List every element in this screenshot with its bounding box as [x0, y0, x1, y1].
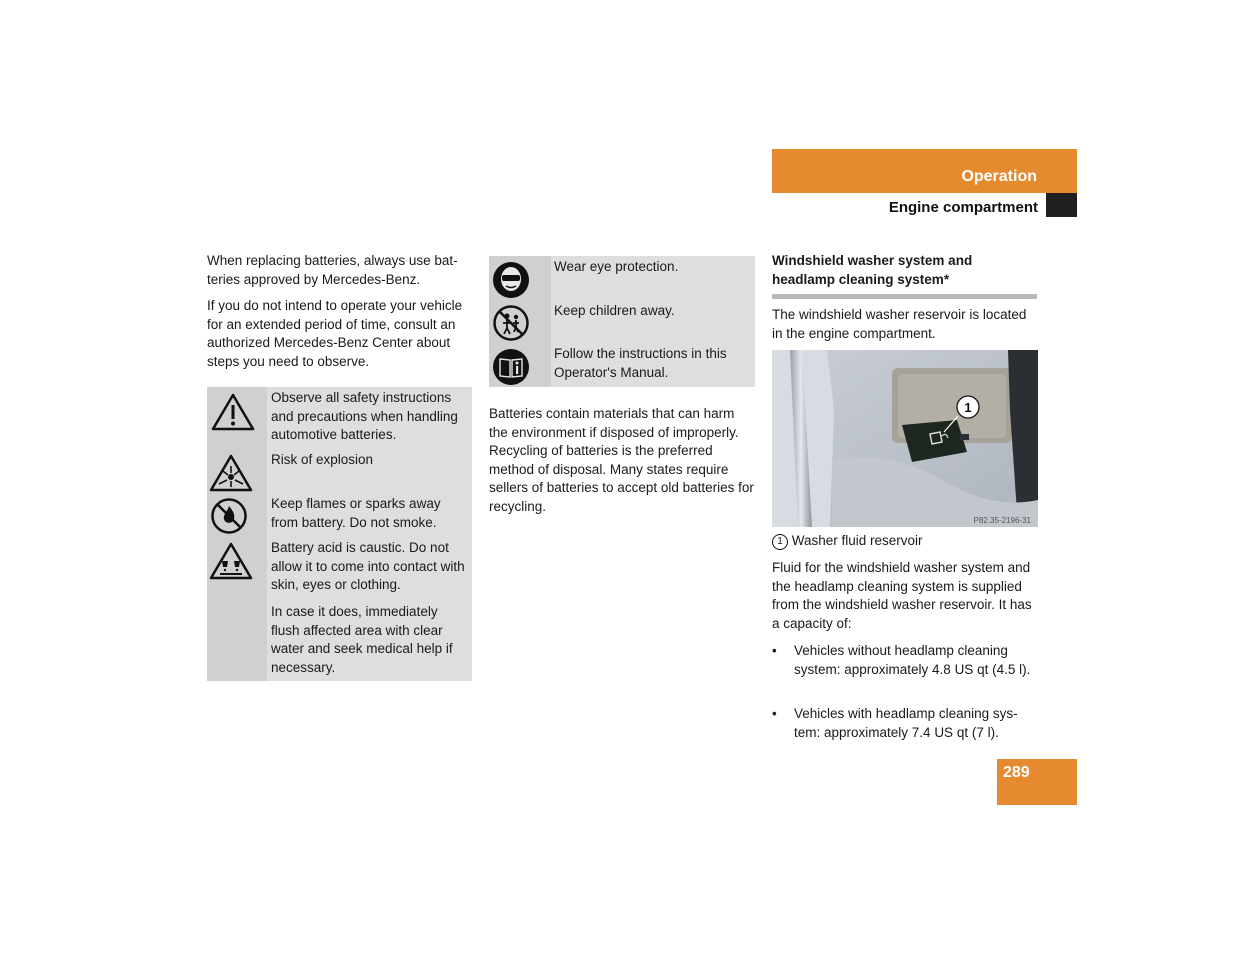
keep-children-away-icon	[492, 304, 530, 342]
manual-info-icon	[492, 348, 530, 386]
header-marker	[1046, 193, 1077, 217]
header-bar	[772, 149, 1077, 193]
caption-number: 1	[772, 534, 788, 550]
bullet-mark: •	[772, 706, 777, 721]
section-title: Operation	[961, 168, 1037, 185]
warning-eye-text: Wear eye protection.	[554, 259, 679, 274]
warning-flush-text: In case it does, immediately flush affected area with clear water and seek medical help if necessary.	[271, 604, 453, 675]
bullet-text: Vehicles without headlamp cleaning system: approximately 4.8 US qt (4.5 l).	[794, 643, 1031, 677]
explosion-icon	[208, 453, 254, 493]
para-recycling: Batteries contain materials that can harm the environment if disposed of improperly. Recycling of batteries is the preferred method of disposal. Many states require sellers of batteries to accept old batteries for recycling.	[489, 406, 754, 514]
para-extended-period: If you do not intend to operate your vehicle for an extended period of time, consult an authorized Mercedes-Benz Center about steps you need to observe.	[207, 298, 463, 369]
warning-triangle-icon	[210, 392, 256, 432]
photo-callout-number: 1	[964, 400, 972, 415]
eye-protection-icon	[492, 261, 530, 299]
warning-explosion-text: Risk of explosion	[271, 452, 374, 467]
page-number: 289	[1003, 764, 1030, 781]
washer-reservoir-photo	[772, 350, 1038, 527]
battery-warning-panel	[207, 387, 472, 681]
warning-manual-text: Follow the instructions in this Operator's Manual.	[554, 346, 727, 380]
caption-text: Washer fluid reservoir	[791, 533, 923, 548]
warning-no-flames-text: Keep flames or sparks away from battery. Do not smoke.	[271, 496, 441, 530]
photo-caption	[772, 532, 1038, 551]
photo-code: P82.35-2196-31	[973, 516, 1031, 525]
protection-warning-panel	[489, 256, 755, 387]
section-heading: Windshield washer system and headlamp cleaning system*	[772, 252, 1037, 299]
para-capacity: Fluid for the windshield washer system and the headlamp cleaning system is supplied from the windshield washer reservoir. It has a capacity of:	[772, 560, 1032, 631]
bullet-text: Vehicles with headlamp cleaning sys-tem: approximately 7.4 US qt (7 l).	[794, 706, 1018, 740]
subsection-title: Engine compartment	[888, 199, 1038, 216]
warning-caustic-text: Battery acid is caustic. Do not allow it to come into contact with skin, eyes or clothing.	[271, 540, 465, 593]
bullet-mark: •	[772, 643, 777, 658]
para-reservoir-location: The windshield washer reservoir is located in the engine compartment.	[772, 307, 1027, 341]
para-batteries-approved: When replacing batteries, always use bat-teries approved by Mercedes-Benz.	[207, 253, 458, 287]
caustic-acid-icon	[208, 541, 254, 581]
no-flames-icon	[210, 497, 248, 535]
warning-safety-text: Observe all safety instructions and precautions when handling automotive batteries.	[271, 390, 458, 443]
warning-children-text: Keep children away.	[554, 303, 675, 318]
page-number-box	[997, 759, 1077, 805]
